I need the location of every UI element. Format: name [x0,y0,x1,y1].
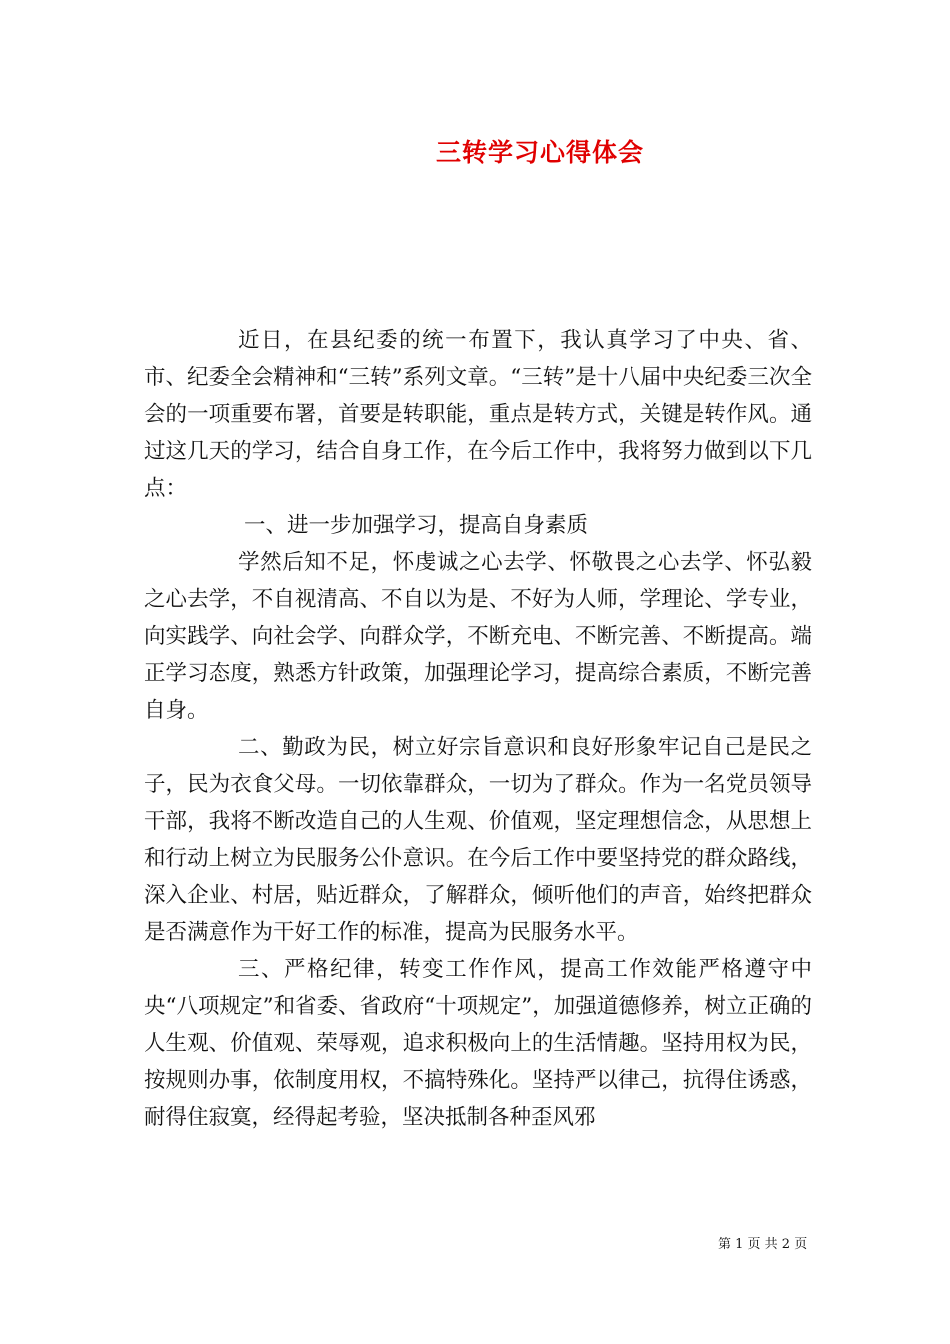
paragraph-section-2: 二、勤政为民，树立好宗旨意识和良好形象牢记自己是民之子，民为衣食父母。一切依靠群众，一切为了群众。作为一名党员领导干部，我将不断改造自己的人生观、价值观，坚定理想信念，从思想上和行动上树立为民服务公仆意识。在今后工作中要坚持党的群众路线，深入企业、村居，贴近群众，了解群众，倾听他们的声音，始终把群众是否满意作为干好工作的标准，提高为民服务水平。 [144,735,812,945]
section-heading-1: 一、进一步加强学习，提高自身素质 [244,513,589,538]
paragraph-section-3: 三、严格纪律，转变工作作风，提高工作效能严格遵守中央“八项规定”和省委、省政府“十项规定”，加强道德修养，树立正确的人生观、价值观、荣辱观，追求积极向上的生活情趣。坚持用权为民，按规则办事，依制度用权，不搞特殊化。坚持严以律己，抗得住诱惑，耐得住寂寞，经得起考验，坚决抵制各种歪风邪 [144,957,812,1130]
document-body [144,322,812,1136]
document-title: 三转学习心得体会 [435,138,644,167]
paragraph-intro: 近日，在县纪委的统一布置下，我认真学习了中央、省、市、纪委全会精神和“三转”系列文章。“三转”是十八届中央纪委三次全会的一项重要布署，首要是转职能，重点是转方式，关键是转作风。通过这几天的学习，结合自身工作，在今后工作中，我将努力做到以下几点： [144,328,812,501]
page-number-footer: 第 1 页 共 2 页 [718,1237,808,1252]
paragraph-study: 学然后知不足，怀虔诚之心去学、怀敬畏之心去学、怀弘毅之心去学，不自视清高、不自以为是、不好为人师，学理论、学专业，向实践学、向社会学、向群众学，不断充电、不断完善、不断提高。端正学习态度，熟悉方针政策，加强理论学习，提高综合素质，不断完善自身。 [144,550,812,723]
